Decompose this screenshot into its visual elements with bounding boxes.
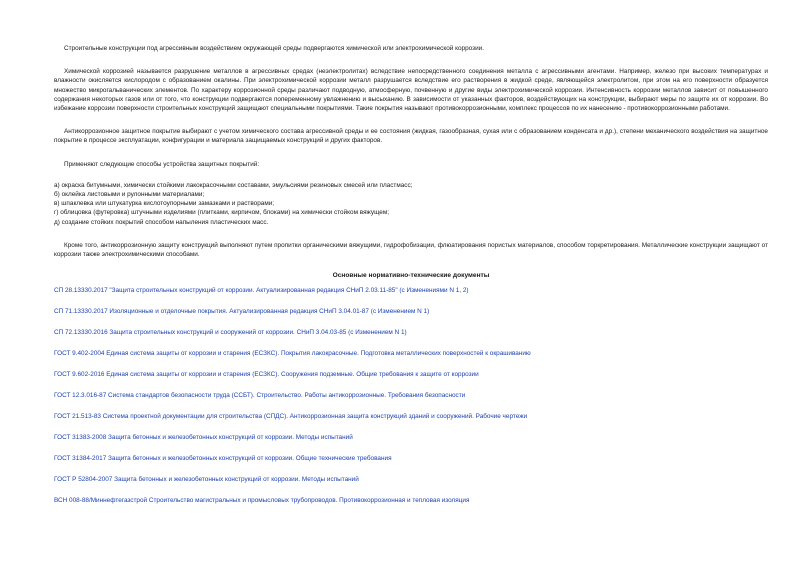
document-link[interactable]: СП 72.13330.2016 Защита строительных конструкций и сооружений от коррозии. СНиП 3.04.03-85 (с Изменением N 1) bbox=[54, 329, 407, 337]
document-link[interactable]: ГОСТ 31384-2017 Защита бетонных и железобетонных конструкций от коррозии. Общие технические требования bbox=[54, 455, 392, 463]
document-link[interactable]: ГОСТ Р 52804-2007 Защита бетонных и железобетонных конструкций от коррозии. Методы испытаний bbox=[54, 476, 359, 484]
documents-list bbox=[54, 286, 768, 517]
coating-selection-paragraph: Антикоррозионное защитное покрытие выбирают с учетом химического состава агрессивной среды и ее состояния (жидкая, газообразная, сухая или с образованием конденсата и др.), степени механического воздействия на защитное покрытие в процессе эксплуатации, конфигурации и материала защищаемых конструкций и других факторов. bbox=[54, 128, 768, 145]
list-item: д) создание стойких покрытий способом напыления пластических масс. bbox=[54, 218, 269, 226]
list-item: б) оклейка листовыми и рулонными материалами; bbox=[54, 191, 205, 199]
list-item: в) шпаклевка или штукатурка кислотоупорными замазками и растворами; bbox=[54, 200, 275, 208]
corrosion-definition-paragraph: Химической коррозией называется разрушение металлов в агрессивных средах (неэлектролитах) вследствие непосредственного соединения металла с агрессивными агентами. Например, железо при высоких температурах и влажности окисляется кислородом с образованием окалины. При электрохимической коррозии металл разрушается вследствие его растворения в жидкой среде, являющейся электролитом, при этом на его поверхности образуется множество микрогальванических элементов. По характеру коррозионной среды различают подводную, атмосферную, почвенную и другие виды электрохимической коррозии. Интенсивность коррозии металлов зависит от повышенного содержания некоторых газов или от того, что конструкции подвергаются попеременному увлажнению и высыханию. В зависимости от указанных факторов, воздействующих на конструкции, выбирают меры по защите их от коррозии. Во избежание коррозии поверхности строительных конструкций защищают специальными покрытиями. Такие покрытия называют противокоррозионными, комплекс процессов по их нанесению - противокоррозионными работами. bbox=[54, 68, 768, 113]
document-link[interactable]: СП 28.13330.2017 "Защита строительных конструкций от коррозии. Актуализированная редакция СНиП 2.03.11-85" (с Изменениями N 1, 2) bbox=[54, 287, 469, 295]
list-item: а) окраска битумными, химически стойкими лакокрасочными составами, эмульсиями резиновых смесей или пластмасс; bbox=[54, 181, 413, 189]
methods-intro: Применяют следующие способы устройства защитных покрытий: bbox=[64, 160, 260, 168]
document-link[interactable]: ГОСТ 9.602-2016 Единая система защиты от коррозии и старения (ЕСЗКС). Сооружения подземные. Общие требования к защите от коррозии bbox=[54, 371, 479, 379]
additional-methods-paragraph: Кроме того, антикоррозионную защиту конструкций выполняют путем пропитки органическими вяжущими, гидрофобизации, флюатирования пористых материалов, способом торкретирования. Металлические конструкции защищают от коррозии также электрохимическими способами. bbox=[54, 241, 768, 259]
document-link[interactable]: ГОСТ 31383-2008 Защита бетонных и железобетонных конструкций от коррозии. Методы испытаний bbox=[54, 434, 353, 442]
document-link[interactable]: СП 71.13330.2017 Изоляционные и отделочные покрытия. Актуализированная редакция СНиП 3.04.01-87 (с Изменением N 1) bbox=[54, 308, 430, 316]
intro-paragraph: Строительные конструкции под агрессивным воздействием окружающей среды подвергаются химической или электрохимической коррозии. bbox=[64, 45, 484, 52]
documents-heading: Основные нормативно-технические документы bbox=[332, 272, 490, 280]
methods-list bbox=[54, 181, 768, 227]
document-link[interactable]: ГОСТ 12.3.016-87 Система стандартов безопасности труда (ССБТ). Строительство. Работы антикоррозионные. Требования безопасности bbox=[54, 392, 466, 400]
document-link[interactable]: ГОСТ 9.402-2004 Единая система защиты от коррозии и старения (ЕСЗКС). Покрытия лакокрасочные. Подготовка металлических поверхностей к окрашиванию bbox=[54, 350, 531, 358]
document-link[interactable]: ГОСТ 21.513-83 Система проектной документации для строительства (СПДС). Антикоррозионная защита конструкций зданий и сооружений. Рабочие чертежи bbox=[54, 413, 528, 421]
list-item: г) облицовка (футеровка) штучными изделиями (плитками, кирпичом, блоками) на химически стойком вяжущем; bbox=[54, 209, 390, 217]
document-link[interactable]: ВСН 008-88/Миннефтегазстрой Строительство магистральных и промысловых трубопроводов. Противокоррозионная и тепловая изоляция bbox=[54, 497, 470, 505]
